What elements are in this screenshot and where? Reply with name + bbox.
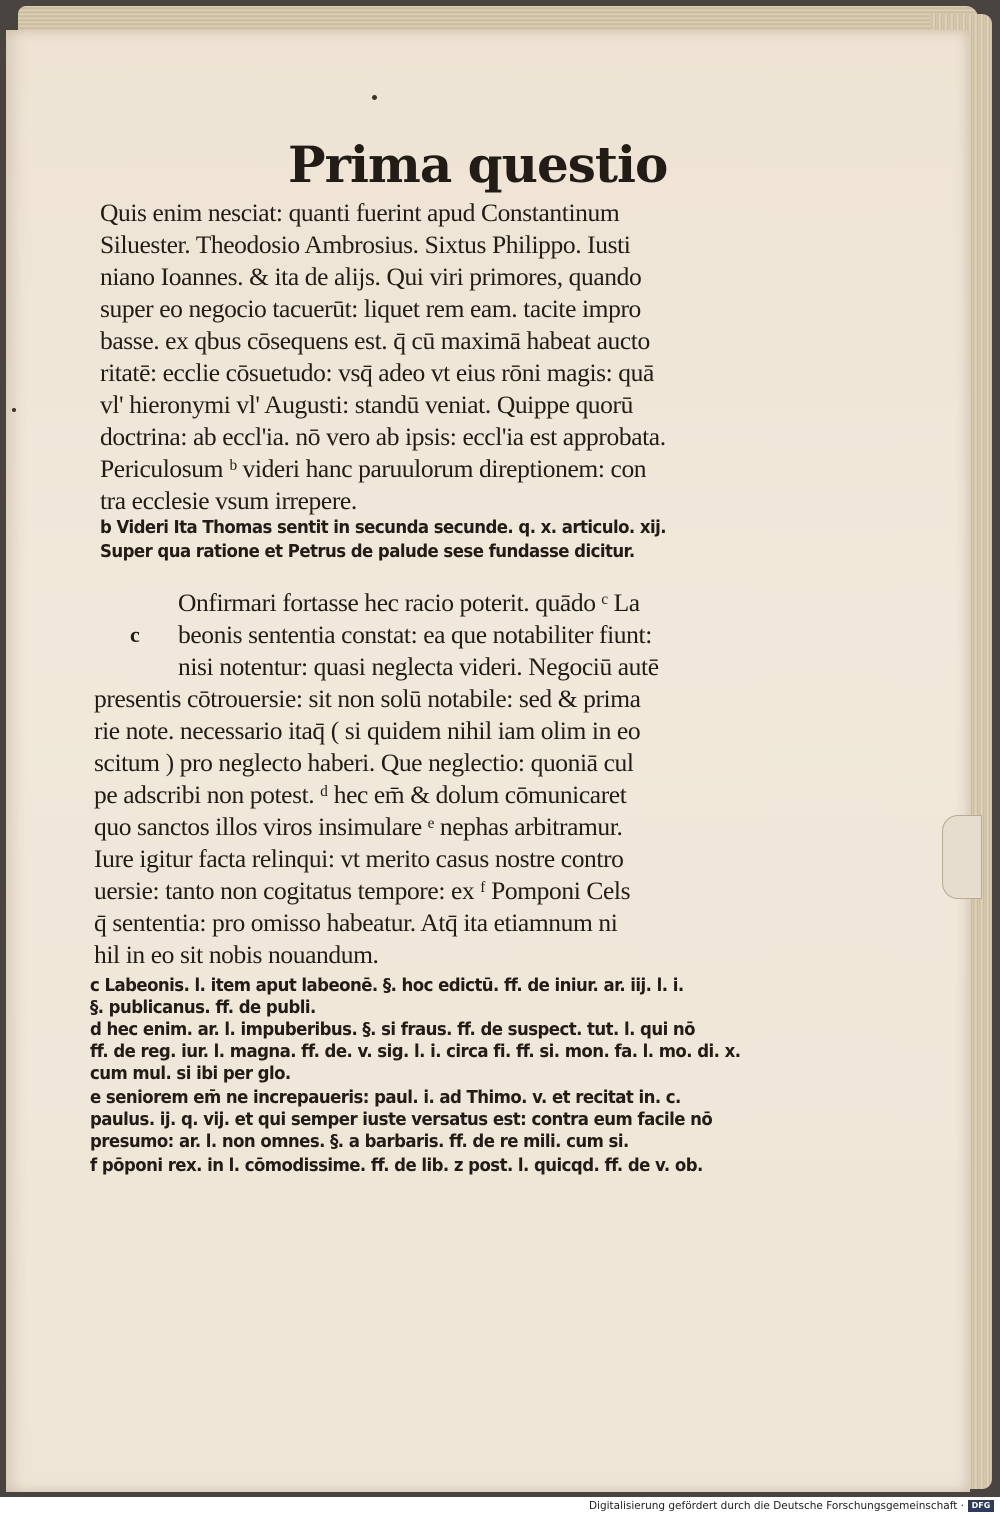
footnote-line: d hec enim. ar. l. impuberibus. §. si fraus. ff. de suspect. tut. l. qui nō bbox=[90, 1019, 696, 1040]
footnote-line: ff. de reg. iur. l. magna. ff. de. v. sig. l. i. circa fi. ff. si. mon. fa. l. mo. di. x. bbox=[90, 1041, 741, 1062]
text-line: super eo negocio tacuerūt: liquet rem eam. tacite impro bbox=[100, 294, 641, 323]
text-line: niano Ioannes. & ita de alijs. Qui viri primores, quando bbox=[100, 262, 642, 291]
text-line: ritatē: ecclie cōsuetudo: vsq̄ adeo vt eius rōni magis: quā bbox=[100, 358, 654, 387]
text-line: nisi notentur: quasi neglecta videri. Negociū autē bbox=[178, 652, 659, 681]
footnote-line: e seniorem em̄ ne increpaueris: paul. i. ad Thimo. v. et recitat in. c. bbox=[90, 1087, 681, 1108]
footnote-line: f pōponi rex. in l. cōmodissime. ff. de lib. z post. l. quicqd. ff. de v. ob. bbox=[90, 1155, 703, 1176]
text-line: Periculosum ᵇ videri hanc paruulorum direptionem: con bbox=[100, 454, 647, 483]
text-line: pe adscribi non potest. ᵈ hec em̄ & dolum cōmunicaret bbox=[94, 780, 627, 809]
text-line: Iure igitur facta relinqui: vt merito casus nostre contro bbox=[94, 844, 624, 873]
footnote-line: §. publicanus. ff. de publi. bbox=[90, 997, 316, 1018]
text-line: rie note. necessario itaq̄ ( si quidem nihil iam olim in eo bbox=[94, 716, 641, 745]
footnote-line: paulus. ij. q. vij. et qui semper iuste versatus est: contra eum facile nō bbox=[90, 1109, 713, 1130]
footnote-line: cum mul. si ibi per glo. bbox=[90, 1063, 291, 1084]
text-line: Siluester. Theodosio Ambrosius. Sixtus Philippo. Iusti bbox=[100, 230, 631, 259]
text-line: quo sanctos illos viros insimulare ᵉ nephas arbitramur. bbox=[94, 812, 623, 841]
marginal-marker: c bbox=[130, 622, 140, 647]
text-line: presentis cōtrouersie: sit non solū notabile: sed & prima bbox=[94, 684, 641, 713]
text-line: Quis enim nesciat: quanti fuerint apud Constantinum bbox=[100, 198, 620, 227]
text-line: q̄ sententia: pro omisso habeatur. Atq̄ ita etiamnum ni bbox=[94, 908, 618, 937]
page-clip bbox=[942, 815, 982, 899]
funding-credit: Digitalisierung gefördert durch die Deutsche Forschungsgemeinschaft · bbox=[588, 1500, 964, 1512]
text-line: hil in eo sit nobis nouandum. bbox=[94, 940, 379, 969]
footnote-line: b Videri Ita Thomas sentit in secunda secunde. q. x. articulo. xij. bbox=[100, 517, 666, 538]
footnote-line: presumo: ar. l. non omnes. §. a barbaris. ff. de re mili. cum si. bbox=[90, 1131, 629, 1152]
text-line: scitum ) pro neglecto haberi. Que neglectio: quoniā cul bbox=[94, 748, 634, 777]
footnote-line: c Labeonis. l. item aput labeonē. §. hoc edictū. ff. de iniur. ar. iij. l. i. bbox=[90, 975, 684, 996]
ink-speck bbox=[372, 95, 377, 100]
footnote-line: Super qua ratione et Petrus de palude sese fundasse dicitur. bbox=[100, 541, 635, 562]
text-line: basse. ex qbus cōsequens est. q̄ cū maximā habeat aucto bbox=[100, 326, 650, 355]
dfg-logo: DFG bbox=[968, 1500, 994, 1512]
text-line: tra ecclesie vsum irrepere. bbox=[100, 486, 357, 515]
text-line: vl' hieronymi vl' Augusti: standū veniat. Quippe quorū bbox=[100, 390, 633, 419]
text-line: Onfirmari fortasse hec racio poterit. quādo ᶜ La bbox=[178, 588, 640, 617]
ink-speck bbox=[12, 408, 16, 412]
text-line: beonis sententia constat: ea que notabiliter fiunt: bbox=[178, 620, 652, 649]
page-title: Prima questio bbox=[288, 135, 668, 194]
text-line: doctrina: ab eccl'ia. nō vero ab ipsis: eccl'ia est approbata. bbox=[100, 422, 666, 451]
text-line: uersie: tanto non cogitatus tempore: ex ᶠ Pomponi Cels bbox=[94, 876, 631, 905]
